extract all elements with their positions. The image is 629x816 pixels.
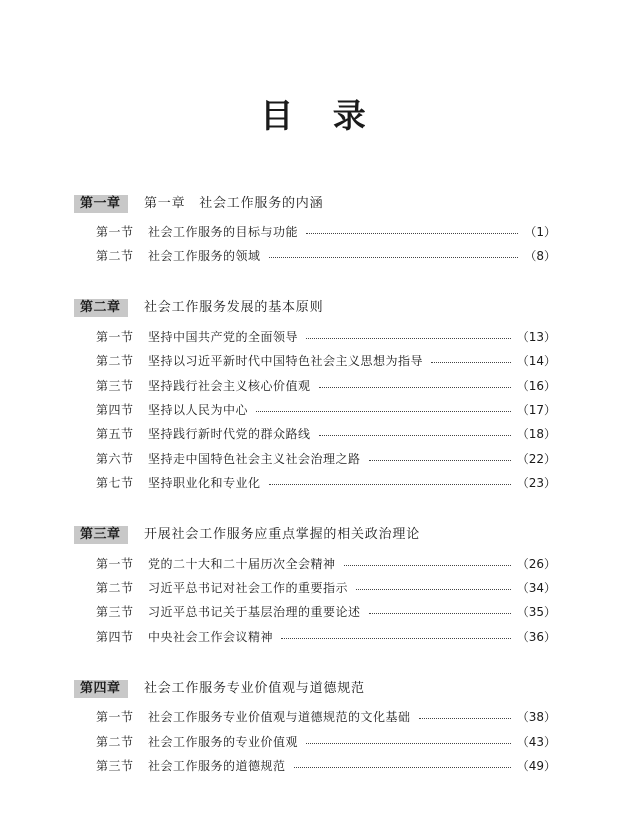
section-label: 第二节 xyxy=(96,735,134,749)
dot-leader xyxy=(319,434,511,436)
section-label: 第一节 xyxy=(96,330,134,344)
page-number: （26） xyxy=(516,557,556,571)
section-title: 坚持以习近平新时代中国特色社会主义思想为指导 xyxy=(148,354,424,368)
section-title: 社会工作服务的专业价值观 xyxy=(148,735,299,749)
section-label: 第二节 xyxy=(96,354,134,368)
section-label: 第四节 xyxy=(96,403,134,417)
section-title: 坚持职业化和专业化 xyxy=(148,476,261,490)
page-number: （16） xyxy=(516,379,556,393)
chapter-badge: 第三章 xyxy=(74,526,128,544)
section-label: 第六节 xyxy=(96,452,134,466)
dot-leader xyxy=(281,637,511,639)
section-title: 坚持走中国特色社会主义社会治理之路 xyxy=(148,452,361,466)
toc-entry[interactable] xyxy=(96,425,556,443)
section-title: 坚持中国共产党的全面领导 xyxy=(148,330,299,344)
section-title: 中央社会工作会议精神 xyxy=(148,630,274,644)
section-label: 第一节 xyxy=(96,557,134,571)
section-label: 第五节 xyxy=(96,427,134,441)
section-title: 社会工作服务专业价值观与道德规范的文化基础 xyxy=(148,710,411,724)
section-title: 社会工作服务的领域 xyxy=(148,249,261,263)
dot-leader xyxy=(256,410,511,412)
dot-leader xyxy=(306,232,518,234)
section-title: 社会工作服务的道德规范 xyxy=(148,759,286,773)
section-title: 习近平总书记对社会工作的重要指示 xyxy=(148,581,349,595)
dot-leader xyxy=(369,612,511,614)
page-number: （34） xyxy=(516,581,556,595)
section-title: 习近平总书记关于基层治理的重要论述 xyxy=(148,605,361,619)
section-title: 坚持践行社会主义核心价值观 xyxy=(148,379,311,393)
dot-leader xyxy=(344,564,511,566)
section-label: 第三节 xyxy=(96,379,134,393)
section-title: 社会工作服务的目标与功能 xyxy=(148,225,299,239)
toc-entry[interactable] xyxy=(96,450,556,468)
chapter-badge: 第四章 xyxy=(74,680,128,698)
page-number: （38） xyxy=(516,710,556,724)
chapter-heading-4 xyxy=(74,680,365,698)
chapter-title: 第一章 社会工作服务的内涵 xyxy=(144,196,324,211)
toc-entry[interactable] xyxy=(96,579,556,597)
section-label: 第三节 xyxy=(96,759,134,773)
section-title: 党的二十大和二十届历次全会精神 xyxy=(148,557,336,571)
toc-entry[interactable] xyxy=(96,733,556,751)
chapter-badge: 第一章 xyxy=(74,195,128,213)
toc-entry[interactable] xyxy=(96,628,556,646)
page-number: （1） xyxy=(524,225,556,239)
section-label: 第一节 xyxy=(96,225,134,239)
section-title: 坚持以人民为中心 xyxy=(148,403,249,417)
section-label: 第一节 xyxy=(96,710,134,724)
page-number: （17） xyxy=(516,403,556,417)
chapter-heading-1 xyxy=(74,195,323,213)
page-title: 目 录 xyxy=(260,96,380,135)
dot-leader xyxy=(294,766,511,768)
toc-entry[interactable] xyxy=(96,474,556,492)
toc-entry[interactable] xyxy=(96,377,556,395)
dot-leader xyxy=(356,588,511,590)
toc-entry[interactable] xyxy=(96,708,556,726)
page-number: （18） xyxy=(516,427,556,441)
section-title: 坚持践行新时代党的群众路线 xyxy=(148,427,311,441)
toc-entry[interactable] xyxy=(96,603,556,621)
dot-leader xyxy=(306,742,511,744)
chapter-title: 社会工作服务发展的基本原则 xyxy=(144,300,324,315)
section-label: 第二节 xyxy=(96,249,134,263)
page-number: （43） xyxy=(516,735,556,749)
toc-entry[interactable] xyxy=(96,328,556,346)
toc-entry[interactable] xyxy=(96,555,556,573)
dot-leader xyxy=(306,337,511,339)
chapter-heading-2 xyxy=(74,299,323,317)
page-number: （49） xyxy=(516,759,556,773)
toc-entry[interactable] xyxy=(96,352,556,370)
toc-entry[interactable] xyxy=(96,401,556,419)
page-number: （23） xyxy=(516,476,556,490)
toc-entry[interactable] xyxy=(96,247,556,265)
page-number: （8） xyxy=(524,249,556,263)
section-label: 第七节 xyxy=(96,476,134,490)
toc-entry[interactable] xyxy=(96,223,556,241)
dot-leader xyxy=(269,256,519,258)
page-number: （14） xyxy=(516,354,556,368)
page-number: （22） xyxy=(516,452,556,466)
section-label: 第三节 xyxy=(96,605,134,619)
page-number: （35） xyxy=(516,605,556,619)
dot-leader xyxy=(269,483,511,485)
chapter-title: 开展社会工作服务应重点掌握的相关政治理论 xyxy=(144,527,421,542)
chapter-title: 社会工作服务专业价值观与道德规范 xyxy=(144,681,365,696)
dot-leader xyxy=(369,459,511,461)
chapter-heading-3 xyxy=(74,526,420,544)
dot-leader xyxy=(431,361,511,363)
page-number: （13） xyxy=(516,330,556,344)
section-label: 第四节 xyxy=(96,630,134,644)
dot-leader xyxy=(419,717,511,719)
dot-leader xyxy=(319,386,511,388)
section-label: 第二节 xyxy=(96,581,134,595)
page-number: （36） xyxy=(516,630,556,644)
chapter-badge: 第二章 xyxy=(74,299,128,317)
toc-entry[interactable] xyxy=(96,757,556,775)
